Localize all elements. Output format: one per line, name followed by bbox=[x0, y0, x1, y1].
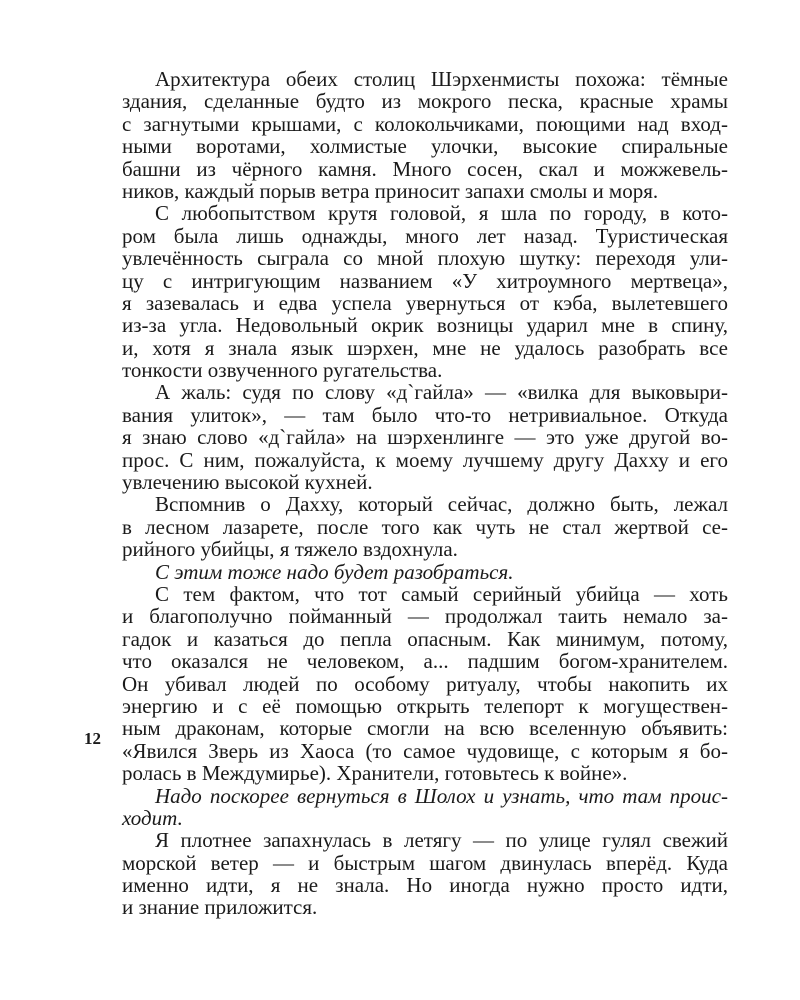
text-line: «Явился Зверь из Хаоса (то самое чудовище, с которым я бо- bbox=[122, 738, 728, 763]
text-line: из-за угла. Недовольный окрик возницы ударил мне в спину, bbox=[122, 313, 728, 338]
text-line: морской ветер — и быстрым шагом двинулась вперёд. Куда bbox=[122, 850, 728, 875]
text-line: увлечённость сыграла со мной плохую шутку: переходя ули- bbox=[122, 246, 728, 271]
text-line: и знание приложится. bbox=[122, 895, 318, 920]
text-line: С любопытством крутя головой, я шла по городу, в кото- bbox=[155, 201, 728, 226]
text-line: ролась в Междумирье). Хранители, готовьтесь к войне». bbox=[122, 761, 628, 786]
text-line-italic: Надо поскорее вернуться в Шолох и узнать, что там проис- bbox=[155, 783, 728, 808]
text-line: здания, сделанные будто из мокрого песка, красные храмы bbox=[122, 89, 728, 114]
text-line: ными воротами, холмистые улочки, высокие спиральные bbox=[122, 134, 728, 159]
text-line: ников, каждый порыв ветра приносит запахи смолы и моря. bbox=[122, 178, 659, 203]
text-line: и, хотя я знала язык шэрхен, мне не удалось разобрать все bbox=[122, 335, 728, 360]
text-line: именно идти, я не знала. Но иногда нужно просто идти, bbox=[122, 873, 728, 898]
text-line: увлечению высокой кухней. bbox=[122, 470, 373, 495]
text-line-italic: ходит. bbox=[122, 805, 183, 830]
text-line: с загнутыми крышами, с колокольчиками, поющими над вход- bbox=[122, 111, 728, 136]
page-number: 12 bbox=[84, 729, 101, 748]
text-line: рийного убийцы, я тяжело вздохнула. bbox=[122, 537, 458, 562]
text-line: что оказался не человеком, а... падшим богом-хранителем. bbox=[122, 649, 728, 674]
text-line: цу с интригующим названием «У хитроумного мертвеца», bbox=[122, 268, 728, 293]
text-line: энергию и с её помощью открыть телепорт к могуществен- bbox=[122, 693, 728, 718]
text-line: тонкости озвученного ругательства. bbox=[122, 358, 443, 383]
text-line: Я плотнее запахнулась в летягу — по улице гулял свежий bbox=[155, 828, 728, 853]
text-line: ным драконам, которые смогли на всю вселенную объявить: bbox=[122, 716, 728, 741]
text-line: А жаль: судя по слову «д`гайла» — «вилка для выковыри- bbox=[155, 380, 728, 405]
text-line: прос. С ним, пожалуйста, к моему лучшему другу Дахху и его bbox=[122, 447, 728, 472]
text-line: Он убивал людей по особому ритуалу, чтобы накопить их bbox=[122, 671, 728, 696]
text-line: я знаю слово «д`гайла» на шэрхенлинге — это уже другой во- bbox=[122, 425, 728, 450]
text-line-italic: С этим тоже надо будет разобраться. bbox=[155, 559, 514, 584]
text-line: в лесном лазарете, после того как чуть не стал жертвой се- bbox=[122, 514, 728, 539]
text-line: Архитектура обеих столиц Шэрхенмисты похожа: тёмные bbox=[155, 67, 728, 91]
text-line: С тем фактом, что тот самый серийный убийца — хоть bbox=[155, 581, 728, 606]
text-line: вания улиток», — там было что-то нетривиальное. Откуда bbox=[122, 402, 728, 427]
text-line: башни из чёрного камня. Много сосен, скал и можжевель- bbox=[122, 156, 728, 181]
text-line: гадок и казаться до пепла опасным. Как минимум, потому, bbox=[122, 626, 728, 651]
text-line: Вспомнив о Дахху, который сейчас, должно быть, лежал bbox=[155, 492, 728, 517]
text-line: ром была лишь однажды, много лет назад. Туристическая bbox=[122, 223, 728, 248]
text-line: я зазевалась и едва успела увернуться от кэба, вылетевшего bbox=[122, 290, 728, 315]
body-text bbox=[122, 68, 728, 919]
text-line: и благополучно пойманный — продолжал таить немало за- bbox=[122, 604, 728, 629]
